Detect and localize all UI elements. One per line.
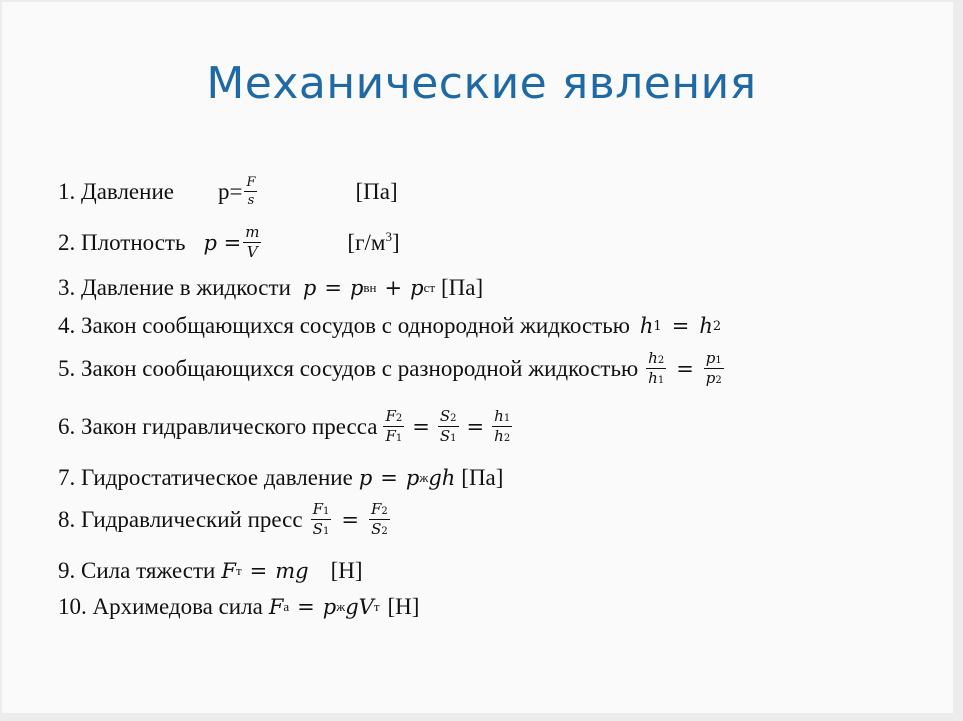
item-3-p1-sub: вн <box>363 280 377 295</box>
item-1-num: F <box>246 175 256 190</box>
item-4-h2: h <box>699 314 713 338</box>
formula-line-7: 7. Гидростатическое давление p = p ж gh [Па] <box>58 465 504 490</box>
item-5-fraction-p: $\frac{p1}{p2}$ <box>705 349 722 387</box>
formula-line-8: 8. Гидравлический пресс $\frac{F1}{S1}$ = $\frac{F2}{S2}$ <box>58 500 388 538</box>
item-4-h1: h <box>639 314 654 338</box>
item-1-den: s <box>247 193 255 208</box>
item-3-plus: + <box>384 276 403 300</box>
item-4-eq: = <box>671 314 690 338</box>
item-2-num: m <box>245 223 260 241</box>
item-2-fraction <box>243 225 261 260</box>
item-3-eq: = <box>324 276 342 300</box>
item-7-text: 7. Гидростатическое давление <box>58 465 353 490</box>
item-1-fraction <box>244 176 257 207</box>
item-1-unit: [Па] <box>355 178 398 204</box>
item-3-unit: [Па] <box>441 275 484 300</box>
item-8-fraction-1: $\frac{F1}{S1}$ <box>312 500 330 538</box>
item-8-text: 8. Гидравлический пресс <box>58 506 303 532</box>
formula-line-5 <box>58 351 726 386</box>
item-4-text: 4. Закон сообщающихся сосудов с однородной жидкостью <box>58 313 630 338</box>
item-6-fraction-s: $\frac{S2}{S1}$ <box>439 407 457 445</box>
item-6-text: 6. Закон гидравлического пресса <box>58 413 378 439</box>
item-6-fraction-f: $\frac{F2}{F1}$ <box>385 407 403 445</box>
item-10-text: 10. Архимедова сила <box>58 594 263 619</box>
item-5-fraction-h: $\frac{h2}{h1}$ <box>648 349 665 387</box>
item-3-p2-sub: ст <box>423 280 436 295</box>
item-3-p2: p <box>410 276 424 300</box>
slide-title: Механические явления <box>206 58 757 109</box>
item-7-unit: [Па] <box>461 465 504 490</box>
item-2-text: 2. Плотность <box>58 229 186 255</box>
formula-line-1 <box>58 176 398 207</box>
item-3-text: 3. Давление в жидкости <box>58 275 291 300</box>
item-3-p: p <box>302 276 317 300</box>
item-10-unit: [Н] <box>387 594 420 619</box>
item-5-text: 5. Закон сообщающихся сосудов с разнородной жидкостью <box>58 355 639 381</box>
formula-line-6: 6. Закон гидравлического пресса $\frac{F2}{F1}$ = $\frac{S2}{S1}$ = $\frac{h1}{h2}$ <box>58 407 511 445</box>
formula-line-3 <box>58 275 483 301</box>
formula-line-2 <box>58 225 400 260</box>
item-8-fraction-2: $\frac{F2}{S2}$ <box>371 500 388 538</box>
item-5-eq: = <box>676 356 694 381</box>
formula-line-10: 10. Архимедова сила F а = p ж gV т [Н] <box>58 594 420 619</box>
item-2-lead: p = <box>203 230 242 255</box>
item-2-den: V <box>246 243 258 261</box>
item-1-lead: p= <box>217 178 243 204</box>
item-9-unit: [Н] <box>330 558 363 583</box>
item-3-p1: p <box>349 276 364 300</box>
item-1-text: 1. Давление <box>58 178 174 204</box>
formula-line-4: 4. Закон сообщающихся сосудов с однородной жидкостью h 1 = h 2 <box>58 313 722 338</box>
formula-line-9: 9. Сила тяжести F т = mg [Н] <box>58 558 363 583</box>
item-9-text: 9. Сила тяжести <box>58 558 216 583</box>
item-6-fraction-h: $\frac{h1}{h2}$ <box>494 407 511 445</box>
item-2-unit: $[г/м^3]$ <box>347 229 400 255</box>
